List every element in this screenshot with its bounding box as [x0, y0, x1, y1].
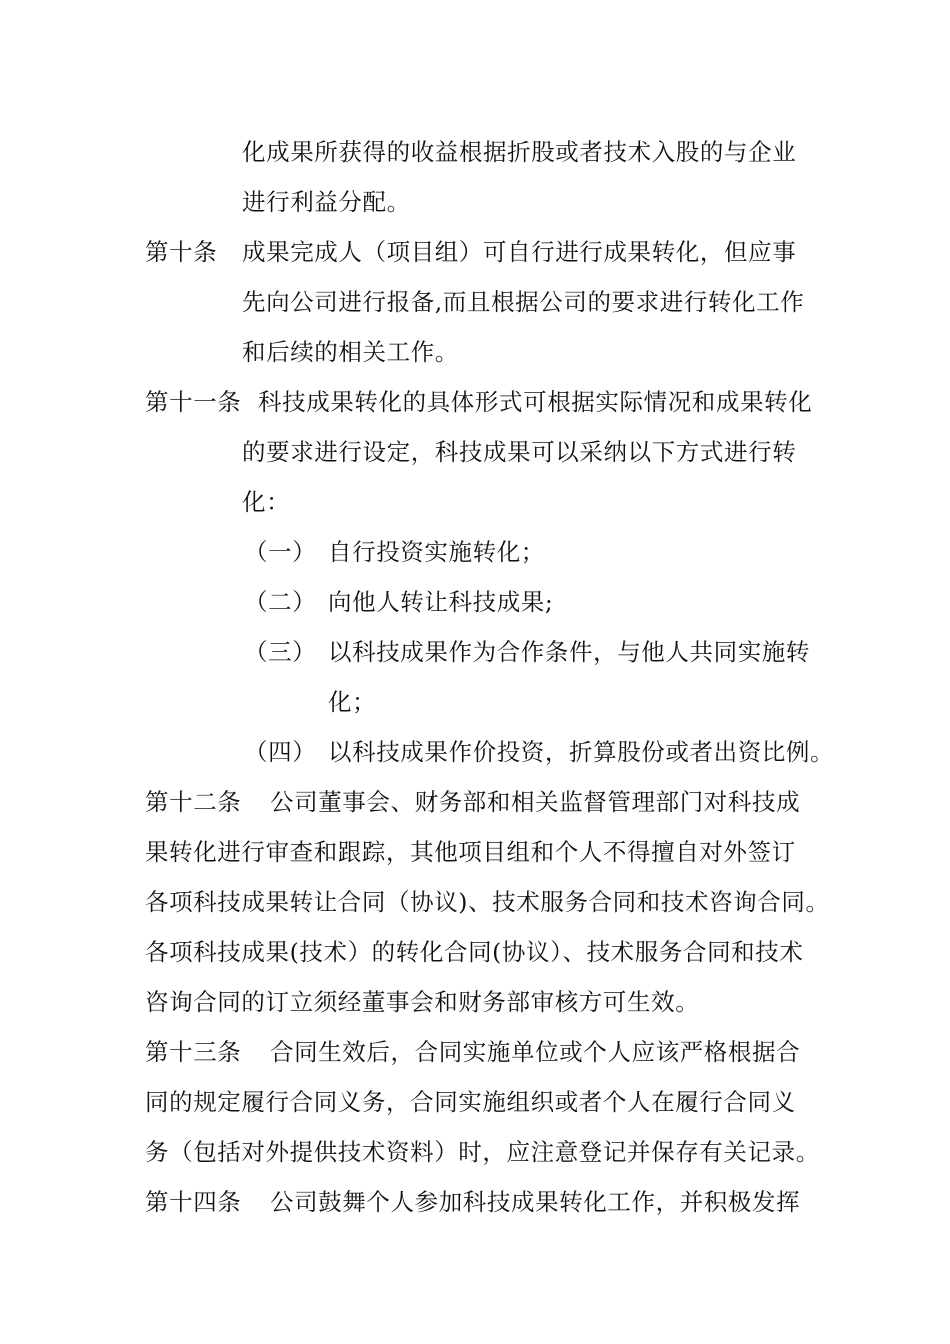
list-item-text-2: 向他人转让科技成果;: [328, 588, 554, 616]
article-11-line-2: 的要求进行设定，科技成果可以采纳以下方式进行转: [242, 438, 797, 466]
article-12-line-4: 各项科技成果(技术）的转化合同(协议）、技术服务合同和技术: [145, 938, 804, 966]
article-12-label: 第十二条: [145, 788, 242, 816]
article-11-label: 第十一条: [145, 388, 242, 416]
list-item-text-3-line-1: 以科技成果作为合作条件，与他人共同实施转: [328, 638, 810, 666]
article-12-line-2: 果转化进行审查和跟踪，其他项目组和个人不得擅自对外签订: [145, 838, 796, 866]
article-13-first-line: 合同生效后，合同实施单位或个人应该严格根据合: [270, 1038, 801, 1066]
list-item-text-3-line-2: 化；: [328, 688, 377, 716]
article-12-line-3: 各项科技成果转让合同（协议)、技术服务合同和技术咨询合同。: [145, 888, 830, 916]
article-10-line-3: 和后续的相关工作。: [242, 338, 459, 366]
list-item-marker-3: （三）: [244, 638, 317, 666]
continuation-line-2: 进行利益分配。: [242, 188, 411, 216]
article-14-first-line: 公司鼓舞个人参加科技成果转化工作，并积极发挥: [270, 1188, 801, 1216]
article-10-line-1: 成果完成人（项目组）可自行进行成果转化，但应事: [242, 238, 797, 266]
article-13-line-2: 同的规定履行合同义务，合同实施组织或者个人在履行合同义: [145, 1088, 796, 1116]
article-11-line-3: 化：: [242, 488, 291, 516]
article-14-label: 第十四条: [145, 1188, 242, 1216]
article-12-line-5: 咨询合同的订立须经董事会和财务部审核方可生效。: [145, 988, 700, 1016]
list-item-marker-1: （一）: [244, 538, 317, 566]
list-item-marker-2: （二）: [244, 588, 317, 616]
continuation-line-1: 化成果所获得的收益根据折股或者技术入股的与企业: [242, 138, 797, 166]
article-11-line-1: 科技成果转化的具体形式可根据实际情况和成果转化: [258, 388, 813, 416]
list-item-marker-4: （四）: [244, 738, 317, 766]
article-10-line-2: 先向公司进行报备,而且根据公司的要求进行转化工作: [242, 288, 805, 316]
article-13-line-3: 务（包括对外提供技术资料）时，应注意登记并保存有关记录。: [145, 1138, 820, 1166]
list-item-text-1: 自行投资实施转化；: [328, 538, 545, 566]
list-item-text-4: 以科技成果作价投资，折算股份或者出资比例。: [328, 738, 835, 766]
article-10-label: 第十条: [145, 238, 218, 266]
article-12-first-line: 公司董事会、财务部和相关监督管理部门对科技成: [270, 788, 801, 816]
article-13-label: 第十三条: [145, 1038, 242, 1066]
